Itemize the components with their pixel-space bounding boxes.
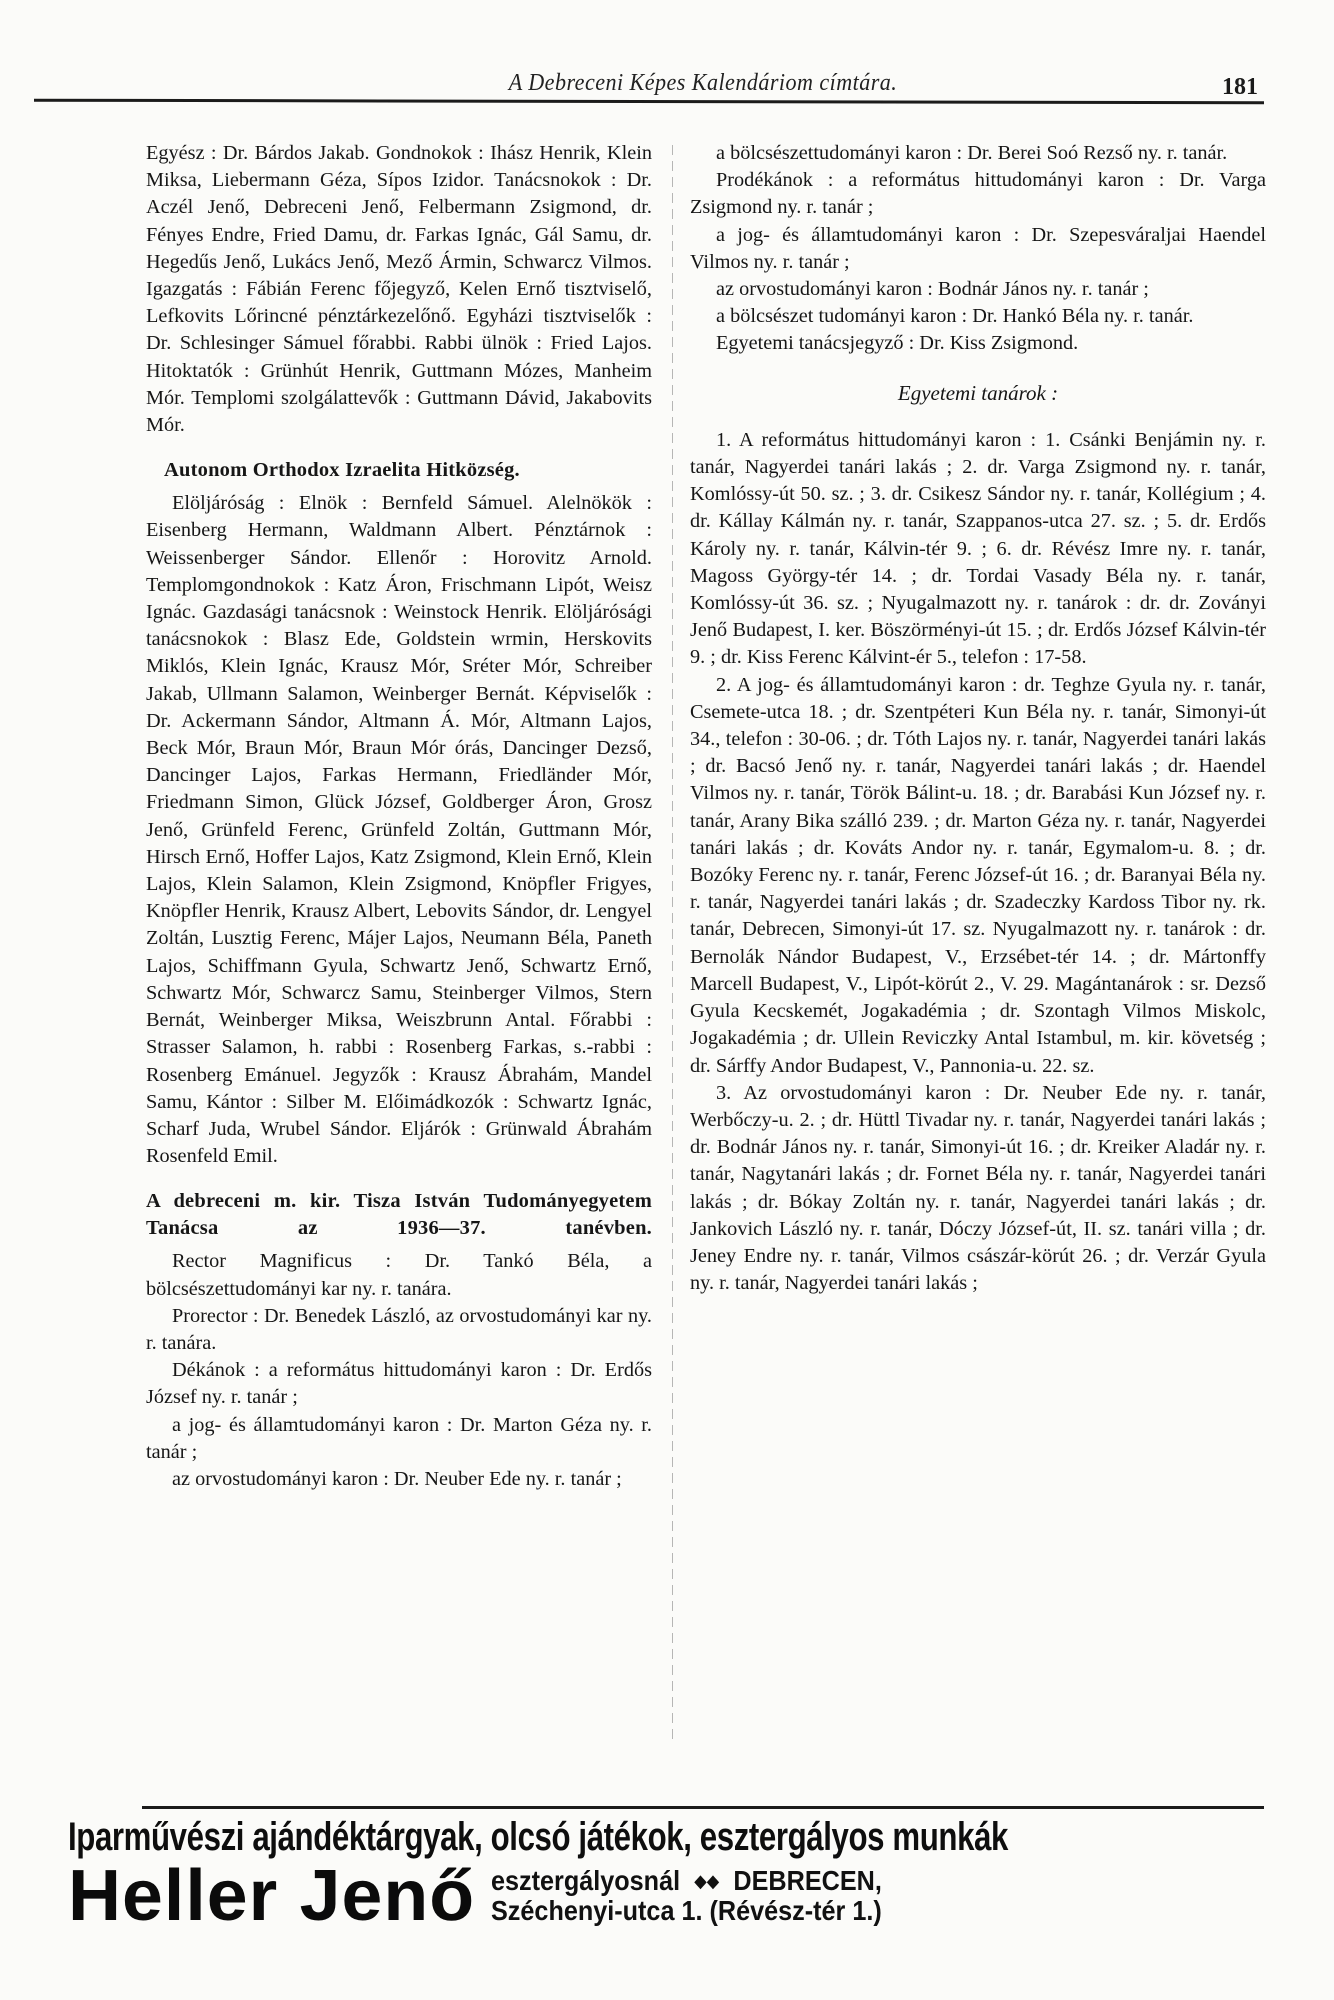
left-column	[146, 140, 652, 1493]
intro-paragraph: Egyész : Dr. Bárdos Jakab. Gondnokok : Ihász Henrik, Klein Miksa, Liebermann Géza, Sípos Izidor. Tanácsnokok : Dr. Aczél Jenő, Debreceni Jenő, Felbermann Zsigmond, dr. Fényes Endre, Fried Damu, dr. Farkas Ignác, Gál Samu, dr. Hegedűs Jenő, Lukács Jenő, Mező Ármin, Schwarcz Vilmos. Igazgatás : Fábián Ferenc főjegyző, Kelen Ernő tisztviselő, Lefkovits Lőrincné pénztárkezelőnő. Egyházi tisztviselők : Dr. Schlesinger Sámuel főrabbi. Rabbi ülnök : Fried Lajos. Hitoktatók : Grünhút Henrik, Guttmann Mózes, Manheim Mór. Templomi szolgálattevők : Guttmann Dávid, Jakabovits Mór.	[146, 142, 652, 437]
running-title: A Debreceni Képes Kalendáriom címtára.	[508, 70, 898, 96]
column-divider	[672, 145, 673, 1745]
ad-tagline: Iparművészi ajándéktárgyak, olcsó játékok, esztergályos munkák	[68, 1815, 1008, 1859]
vice-deans-paragraph: Prodékánok : a református hittudományi karon : Dr. Varga Zsigmond ny. r. tanár ;	[690, 169, 1266, 219]
ad-bottom-row	[68, 1856, 1268, 1936]
ad-address	[491, 1866, 925, 1926]
rector-paragraph: Rector Magnificus : Dr. Tankó Béla, a bölcsészettudományi kar ny. r. tanára.	[146, 1250, 652, 1300]
advertisement-banner	[68, 1815, 1268, 1936]
dean-medicine-paragraph: az orvostudományi karon : Dr. Neuber Ede ny. r. tanár ;	[172, 1467, 622, 1490]
council-secretary-paragraph: Egyetemi tanácsjegyző : Dr. Kiss Zsigmond.	[716, 332, 1079, 355]
faculty-theology-paragraph: 1. A református hittudományi karon : 1. Csánki Benjámin ny. r. tanár, Nagyerdei tanári lakás ; 2. dr. Varga Zsigmond ny. r. tanár, Komlóssy-út 50. sz. ; 3. dr. Csikesz Sándor ny. r. tanár, Kollégium ; 4. dr. Kállay Kálmán ny. r. tanár, Szappanos-utca 27. sz. ; 5. dr. Erdős Károly ny. r. tanár, Kálvin-tér 9. ; 6. dr. Révész Imre ny. r. tanár, Magoss György-tér 14. ; dr. Tordai Vasady Béla ny. r. tanár, Komlóssy-út 36. sz. ; Nyugalmazott ny. r. tanárok : dr. dr. Zoványi Jenő Budapest, I. ker. Böszörményi-út 15. ; dr. Erdős József Kálvin-tér 9. ; dr. Kiss Ferenc Kálvint-ér 5., telefon : 17-58.	[690, 428, 1266, 669]
dean-law-paragraph: a jog- és államtudományi karon : Dr. Marton Géza ny. r. tanár ;	[146, 1413, 652, 1463]
vice-dean-medicine-paragraph: az orvostudományi karon : Bodnár János ny. r. tanár ;	[716, 278, 1149, 301]
faculty-medicine-paragraph: 3. Az orvostudományi karon : Dr. Neuber Ede ny. r. tanár, Werbőczy-u. 2. ; dr. Hüttl Tivadar ny. r. tanár, Nagyerdei tanári lakás ; dr. Bodnár János ny. r. tanár, Simonyi-út 16. ; dr. Kreiker Aladár ny. r. tanár, Nagytanári lakás ; dr. Fornet Béla ny. r. tanár, Nagyerdei tanári lakás ; dr. Bókay Zoltán ny. r. tanár, Nagyerdei tanári lakás ; dr. Jankovich László ny. r. tanár, Dóczy József-út, II. sz. tanári villa ; dr. Jeney Endre ny. r. tanár, Vilmos császár-körút 26. ; dr. Verzár Gyula ny. r. tanár, Nagyerdei tanári lakás ;	[690, 1081, 1266, 1295]
ad-address-city: DEBRECEN,	[733, 1865, 883, 1896]
prorector-paragraph: Prorector : Dr. Benedek László, az orvostudományi kar ny. r. tanára.	[146, 1304, 652, 1354]
university-council-heading: A debreceni m. kir. Tisza István Tudományegyetem Tanácsa az 1936—37. tanévben.	[146, 1190, 652, 1240]
footer-rule	[142, 1806, 1264, 1809]
right-column	[690, 140, 1266, 1297]
ad-address-line-1	[491, 1866, 882, 1896]
ad-brand-name: Heller Jenő	[68, 1856, 476, 1936]
ad-address-line-2: Széchenyi-utca 1. (Révész-tér 1.)	[491, 1895, 882, 1926]
ad-address-shop: esztergályosnál	[491, 1865, 681, 1896]
faculty-law-paragraph: 2. A jog- és államtudományi karon : dr. Teghze Gyula ny. r. tanár, Csemete-utca 18. ; dr. Szentpéteri Kun Béla ny. r. tanár, Simonyi-út 34., telefon : 30-06. ; dr. Tóth Lajos ny. r. tanár, Nagyerdei tanári lakás ; dr. Bacsó Jenő ny. r. tanár, Nagyerdei tanári lakás ; dr. Haendel Vilmos ny. r. tanár, Török Bálint-u. 18. ; dr. Barabási Kun József ny. r. tanár, Arany Bika szálló 239. ; dr. Marton Géza ny. r. tanár, Nagyerdei tanári lakás ; dr. Kováts Andor ny. r. tanár, Egymalom-u. 8. ; dr. Bozóky Ferenc ny. r. tanár, Ferenc József-út 16. ; dr. Baranyai Béla ny. r. tanár, Nagyerdei tanári lakás ; dr. Szadeczky Kardoss Tibor ny. rk. tanár, Debrecen, Simonyi-út 17. sz. Nyugalmazott ny. r. tanárok : dr. Bernolák Nándor Budapest, V., Erzsébet-tér 14. ; dr. Mártonffy Marcell Budapest, V., Lipót-körút 2., V. 29. Magántanárok : sr. Dezső Gyula Kecskemét, Jogakadémia ; dr. Szontagh Vilmos Miskolc, Jogakadémia ; dr. Ullein Reviczky Antal Istambul, m. kir. követség ; dr. Sárffy Andor Budapest, V., Pannonia-u. 22. sz.	[690, 673, 1266, 1077]
dean-philosophy-paragraph: a bölcsészettudományi karon : Dr. Berei Soó Rezső ny. r. tanár.	[716, 142, 1228, 164]
orthodox-community-heading: Autonom Orthodox Izraelita Hitközség.	[164, 459, 520, 482]
diamond-separator-icon: ◆◆	[694, 1871, 720, 1891]
orthodox-community-paragraph: Elöljáróság : Elnök : Bernfeld Sámuel. Alelnökök : Eisenberg Hermann, Waldmann Albert. Pénztárnok : Weissenberger Sándor. Ellenőr : Horovitz Arnold. Templomgondnokok : Katz Áron, Frischmann Lipót, Weisz Ignác. Gazdasági tanácsnok : Weinstock Henrik. Elöljárósági tanácsnokok : Blasz Ede, Goldstein wrmin, Herskovits Miklós, Klein Ignác, Krausz Mór, Sréter Mór, Schreiber Jakab, Ullmann Salamon, Weinberger Bernát. Képviselők : Dr. Ackermann Sándor, Altmann Á. Mór, Altmann Lajos, Beck Mór, Braun Mór, Braun Mór órás, Dancinger Dezső, Dancinger Lajos, Farkas Hermann, Friedländer Mór, Friedmann Simon, Glück József, Goldberger Áron, Grosz Jenő, Grünfeld Ferenc, Grünfeld Zoltán, Guttmann Mór, Hirsch Ernő, Hoffer Lajos, Katz Zsigmond, Klein Ernő, Klein Lajos, Klein Salamon, Klein Zsigmond, Knöpfler Frigyes, Knöpfler Henrik, Krausz Albert, Lebovits Sándor, dr. Lengyel Zoltán, Lusztig Ferenc, Májer Lajos, Neumann Béla, Paneth Lajos, Schiffmann Gyula, Schwartz Jenő, Schwartz Ernő, Schwartz Mór, Schwarcz Samu, Steinberger Vilmos, Stern Bernát, Weinberger Miksa, Weiszbrunn Antal. Főrabbi : Strasser Salamon, h. rabbi : Rosenberg Farkas, s.-rabbi : Rosenberg Emánuel. Jegyzők : Krausz Ábrahám, Mandel Samu, Kántor : Silber M. Előimádkozók : Schwartz Ignác, Scharf Juda, Wrubel Sándor. Eljárók : Grünwald Ábrahám Rosenfeld Emil.	[146, 492, 652, 1168]
page-number: 181	[1222, 74, 1258, 100]
vice-dean-law-paragraph: a jog- és államtudományi karon : Dr. Szepesváraljai Haendel Vilmos ny. r. tanár ;	[690, 223, 1266, 273]
professors-subheading: Egyetemi tanárok :	[897, 380, 1059, 405]
vice-dean-philosophy-paragraph: a bölcsészet tudományi karon : Dr. Hankó Béla ny. r. tanár.	[716, 305, 1194, 328]
deans-paragraph: Dékánok : a református hittudományi karon : Dr. Erdős József ny. r. tanár ;	[146, 1359, 652, 1409]
